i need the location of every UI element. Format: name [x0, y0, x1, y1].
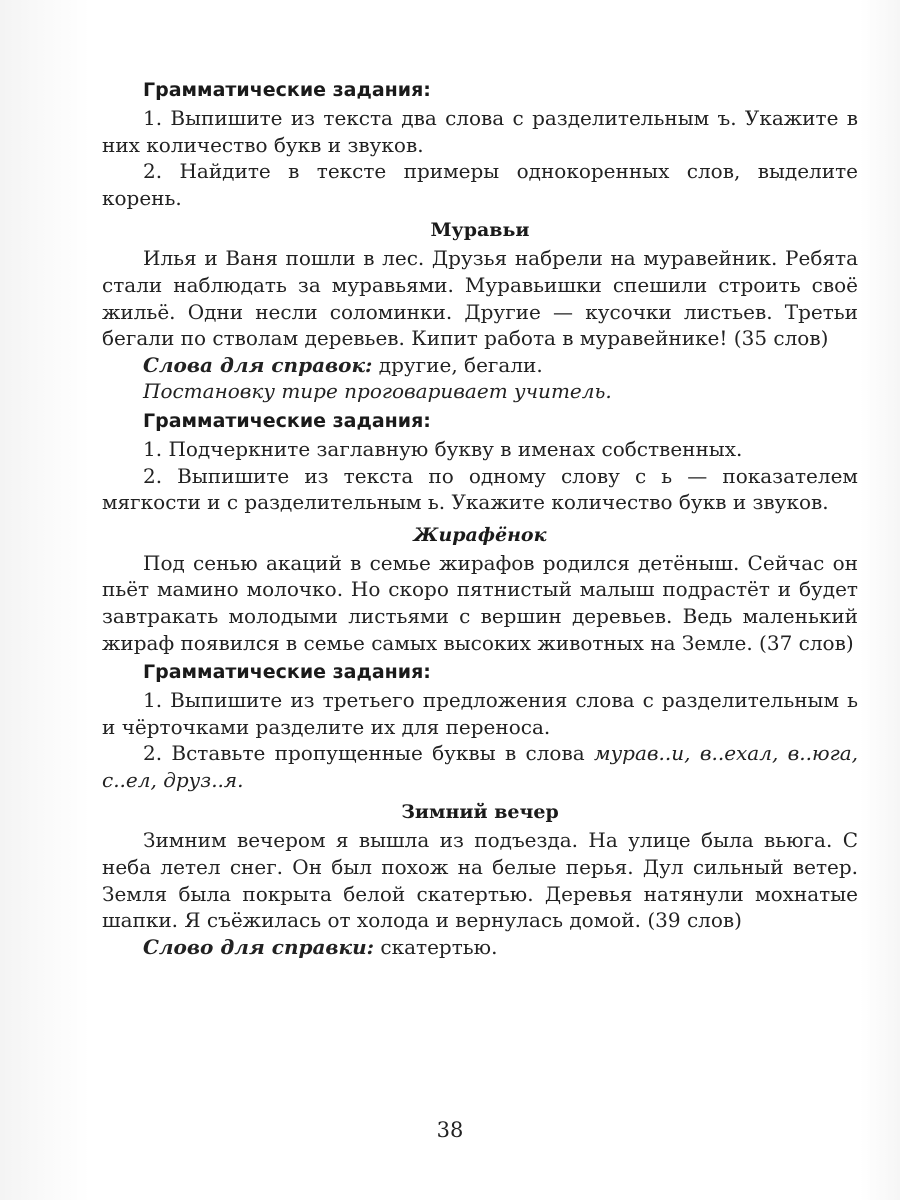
- task-2-item-2: 2. Выпишите из текста по одному слову с ь — показателем мягкости и с разделительным ь. Укажите количество букв и звуков.: [102, 463, 858, 515]
- grammar-tasks-heading-1: Грамматические задания:: [143, 79, 431, 101]
- task-3-item-2: [102, 740, 858, 793]
- grammar-tasks-heading-3: Грамматические задания:: [143, 661, 431, 684]
- dictation-title-giraffe: Жирафёнок: [413, 523, 547, 546]
- grammar-tasks-heading-2: Грамматические задания:: [143, 409, 431, 432]
- task-3-item-1: 1. Выпишите из третьего предложения слова с разделительным ь и чёрточками разделите их для переноса.: [102, 688, 858, 739]
- reference-value-2: скатертью.: [374, 934, 498, 959]
- task-1-item-1: 1. Выпишите из текста два слова с разделительным ъ. Укажите в них количество букв и звуков.: [102, 106, 858, 157]
- dictation-text-ants: Илья и Ваня пошли в лес. Друзья набрели на муравейник. Ребята стали наблюдать за муравьями. Муравьишки спешили строить своё жильё. Одни несли соломинки. Другие — кусочки листьев. Третьи бегали по стволам деревьев. Кипит работа в муравейнике! (35 слов): [102, 246, 858, 351]
- teacher-note: Постановку тире проговаривает учитель.: [143, 379, 612, 404]
- reference-value: другие, бегали.: [372, 352, 543, 377]
- task-1-item-2: 2. Найдите в тексте примеры однокоренных слов, выделите корень.: [102, 159, 858, 210]
- dictation-text-winter-evening: Зимним вечером я вышла из подъезда. На улице была вьюга. С неба летел снег. Он был похож на белые перья. Дул сильный ветер. Земля была покрыта белой скатертью. Деревья натянули мохнатые шапки. Я съёжилась от холода и вернулась домой. (39 слов): [102, 828, 858, 933]
- reference-words-ants: [102, 352, 858, 379]
- page-number: 38: [436, 1118, 464, 1142]
- dictation-title-ants: Муравьи: [430, 219, 530, 242]
- reference-word-winter: [102, 934, 858, 961]
- reference-label: Слова для справок:: [143, 352, 373, 377]
- task-3-item-2-words: мурав..и, в..ехал, в..юга, с..ел, друз..я.: [102, 741, 859, 792]
- reference-label-2: Слово для справки:: [143, 934, 375, 959]
- dictation-title-winter-evening: Зимний вечер: [401, 801, 559, 824]
- dictation-text-giraffe: Под сенью акаций в семье жирафов родился детёныш. Сейчас он пьёт мамино молочко. Но скоро пятнистый малыш подрастёт и будет завтракать молодыми листьями с вершин деревьев. Ведь маленький жираф появился в семье самых высоких животных на Земле. (37 слов): [102, 550, 858, 655]
- task-3-item-2-text: 2. Вставьте пропущенные буквы в слова: [143, 741, 594, 766]
- task-2-item-1: 1. Подчеркните заглавную букву в именах собственных.: [143, 436, 743, 461]
